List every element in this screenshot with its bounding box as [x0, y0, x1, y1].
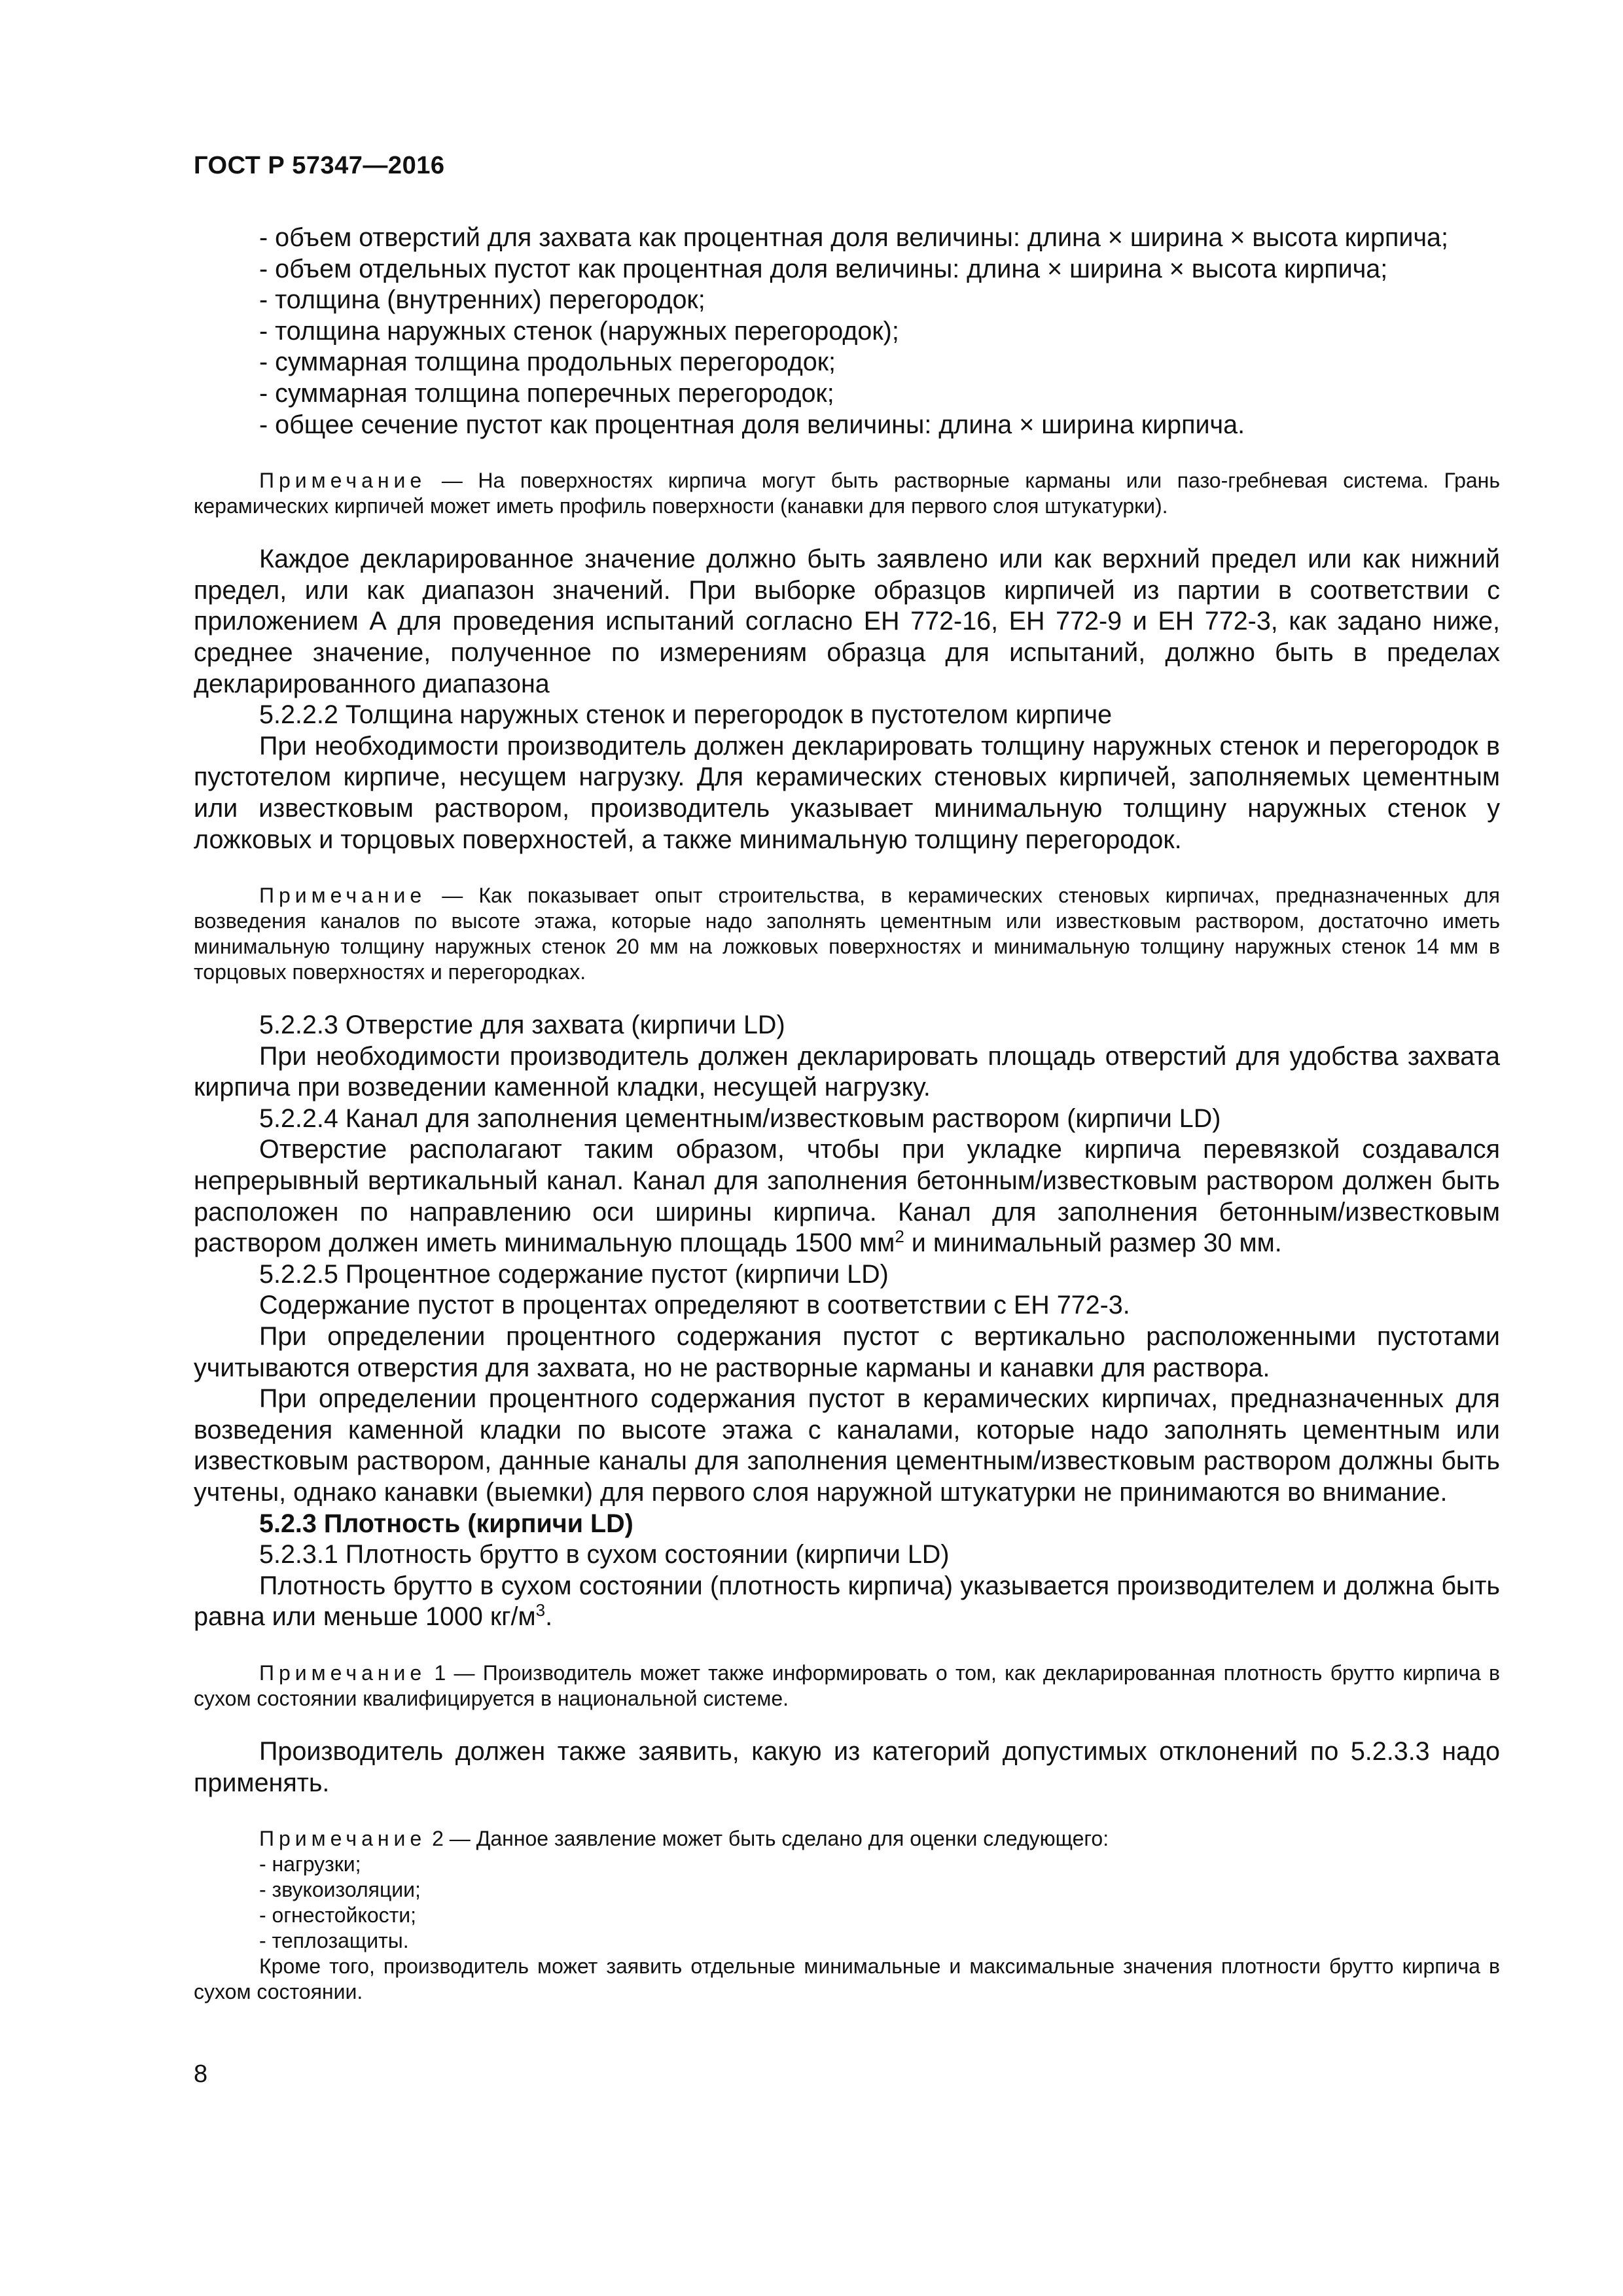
list-item: - общее сечение пустот как процентная доля величины: длина × ширина кирпича.	[259, 410, 1245, 439]
section-heading-5-2-2-2: 5.2.2.2 Толщина наружных стенок и перегородок в пустотелом кирпиче	[259, 700, 1113, 730]
paragraph-mortar-channel	[194, 1134, 1500, 1259]
list-item: - толщина наружных стенок (наружных перегородок);	[259, 316, 899, 346]
page-number: 8	[194, 2060, 208, 2088]
paragraph-wall-thickness: При необходимости производитель должен декларировать толщину наружных стенок и перегородок в пустотелом кирпиче, несущем нагрузку. Для керамических стеновых кирпичей, заполняемых цементным или известковым раствором, производитель указывает минимальную толщину наружных стенок у ложковых и торцовых поверхностей, а также минимальную толщину перегородок.	[194, 731, 1500, 854]
note-list-item: - нагрузки;	[259, 1852, 361, 1876]
note-text: 1 — Производитель может также информировать о том, как декларированная плотность брутто кирпича в сухом состоянии квалифицируется в национальной системе.	[194, 1660, 1501, 1710]
note-surface-profile	[194, 468, 1500, 519]
note-label: Примечание	[259, 1827, 427, 1851]
list-item: - суммарная толщина поперечных перегородок;	[259, 378, 834, 408]
section-heading-5-2-3: 5.2.3 Плотность (кирпичи LD)	[259, 1509, 633, 1538]
paragraph-grip-holes: При необходимости производитель должен декларировать площадь отверстий для удобства захвата кирпича при возведении каменной кладки, несущей нагрузку.	[194, 1041, 1500, 1102]
note-list-item: - огнестойкости;	[259, 1903, 417, 1928]
section-heading-5-2-2-3: 5.2.2.3 Отверстие для захвата (кирпичи LD)	[259, 1011, 785, 1040]
note-closing: Кроме того, производитель может заявить отдельные минимальные и максимальные значения плотности брутто кирпича в сухом состоянии.	[194, 1954, 1500, 2004]
paragraph-declared-values: Каждое декларированное значение должно быть заявлено или как верхний предел или как нижний предел, или как диапазон значений. При выборке образцов кирпичей из партии в соответствии с приложением А для проведения испытаний согласно ЕН 772-16, ЕН 772-9 и ЕН 772-3, как задано ниже, среднее значение, полученное по измерениям образца для испытаний, должно быть в пределах декларированного диапазона	[194, 545, 1500, 698]
note-label: Примечание	[259, 884, 427, 908]
density-tail: .	[545, 1602, 553, 1632]
note-text: — Как показывает опыт строительства, в керамических стеновых кирпичах, предназначенных для возведения каналов по высоте этажа, которые надо заполнять цементным или известковым раствором, достаточно иметь минимальную толщину наружных стенок 20 мм на ложковых поверхностях и минимальную толщину наружных стенок 14 мм в торцовых поверхностях и перегородках.	[194, 884, 1501, 984]
section-heading-5-2-3-1: 5.2.3.1 Плотность брутто в сухом состоянии (кирпичи LD)	[259, 1540, 950, 1570]
note-label: Примечание	[259, 1660, 427, 1685]
paragraph-tolerance-category: Производитель должен также заявить, какую из категорий допустимых отклонений по 5.2.3.3 надо применять.	[194, 1736, 1500, 1797]
density-text: Плотность брутто в сухом состоянии (плотность кирпича) указывается производителем и должна быть равна или меньше 1000 кг/м	[194, 1571, 1500, 1632]
channel-text: Отверстие располагают таким образом, чтобы при укладке кирпича перевязкой создавался непрерывный вертикальный канал. Канал для заполнения бетонным/известковым раствором должен быть расположен по направлению оси ширины кирпича. Канал для заполнения бетонным/известковым раствором должен иметь минимальную площадь 1500 мм	[194, 1135, 1500, 1258]
note-list-item: - звукоизоляции;	[259, 1878, 421, 1902]
list-item: - суммарная толщина продольных перегородок;	[259, 348, 836, 377]
section-heading-5-2-2-5: 5.2.2.5 Процентное содержание пустот (кирпичи LD)	[259, 1259, 889, 1289]
channel-tail: и минимальный размер 30 мм.	[904, 1229, 1282, 1258]
list-item: - объем отдельных пустот как процентная доля величины: длина × ширина × высота кирпича;	[259, 254, 1388, 283]
note-density-national	[194, 1660, 1500, 1712]
note-label: Примечание	[259, 469, 427, 493]
document-body	[194, 223, 1500, 2030]
section-heading-5-2-2-4: 5.2.2.4 Канал для заполнения цементным/известковым раствором (кирпичи LD)	[259, 1103, 1221, 1133]
list-item: - толщина (внутренних) перегородок;	[259, 285, 705, 315]
paragraph-density	[194, 1571, 1500, 1633]
paragraph-vertical-voids: При определении процентного содержания пустот с вертикально расположенными пустотами учитываются отверстия для захвата, но не растворные карманы и канавки для раствора.	[194, 1322, 1500, 1382]
standard-header: ГОСТ Р 57347—2016	[194, 152, 445, 179]
superscript: 3	[535, 1600, 546, 1621]
parameter-list	[194, 223, 1500, 440]
paragraph-void-content: Содержание пустот в процентах определяют в соответствии с ЕН 772-3.	[259, 1291, 1130, 1320]
superscript: 2	[895, 1227, 904, 1247]
note-text: 2 — Данное заявление может быть сделано для оценки следующего:	[432, 1827, 1109, 1851]
note-list-item: - теплозащиты.	[259, 1929, 409, 1953]
paragraph-ceramic-voids: При определении процентного содержания пустот в керамических кирпичах, предназначенных для возведения каменной кладки по высоте этажа с каналами, которые надо заполнять цементным или известковым раствором, данные каналы для заполнения цементным/известковым раствором должны быть учтены, однако канавки (выемки) для первого слоя наружной штукатурки не принимаются во внимание.	[194, 1384, 1500, 1507]
note-construction-experience	[194, 883, 1500, 985]
list-item: - объем отверстий для захвата как процентная доля величины: длина × ширина × высота кирпича;	[259, 223, 1448, 252]
note-assessment	[194, 1826, 1500, 2005]
note-text: — На поверхностях кирпича могут быть растворные карманы или пазо-гребневая система. Грань керамических кирпичей может иметь профиль поверхности (канавки для первого слоя штукатурки).	[194, 469, 1501, 518]
